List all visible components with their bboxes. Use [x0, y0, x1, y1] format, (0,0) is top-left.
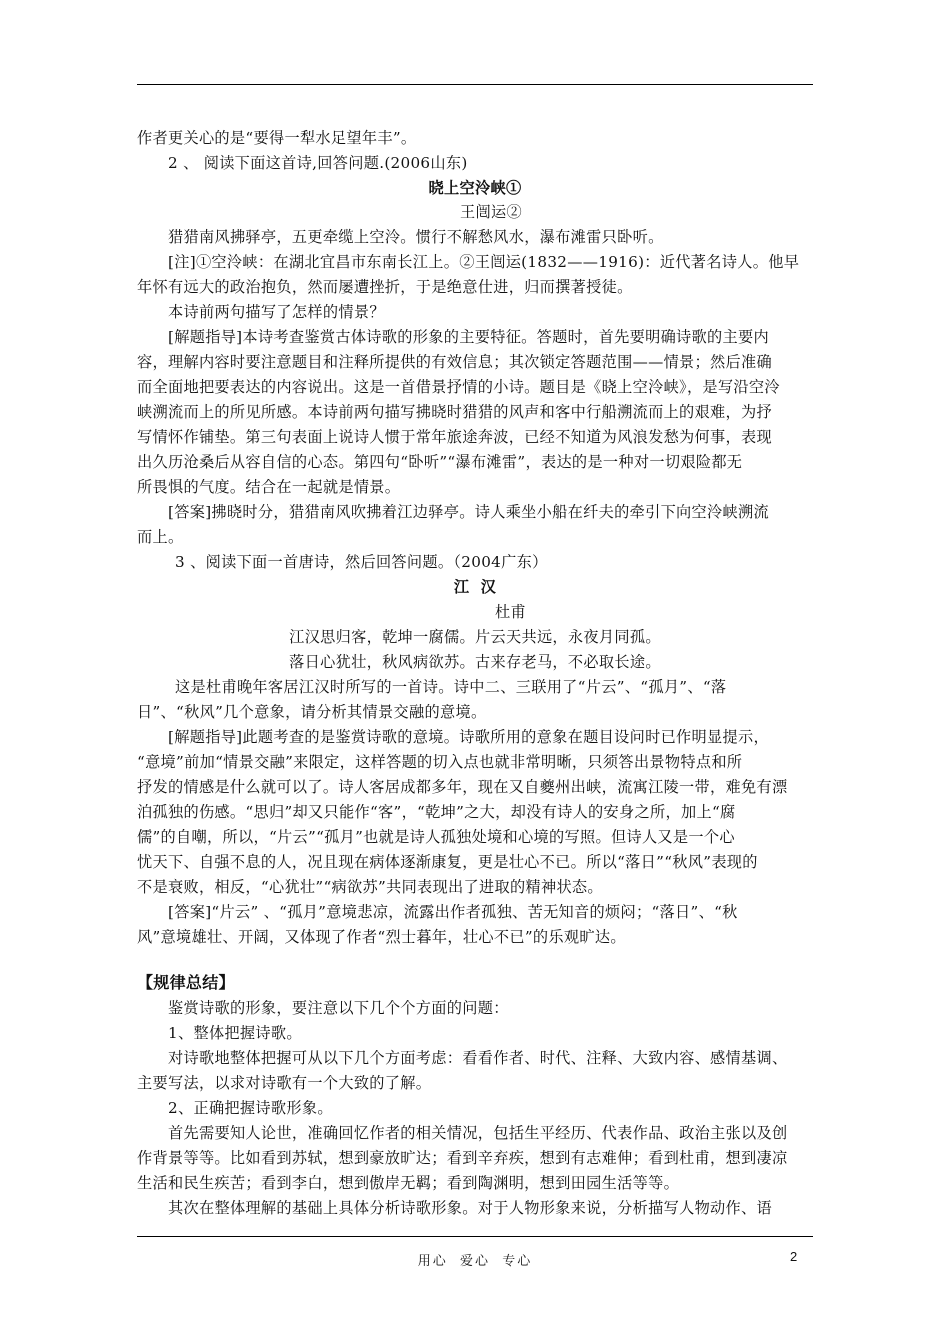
guide-line: 抒发的情感是什么就可以了。诗人客居成都多年，现在又自夔州出峡，流寓江陵一带，难免有漂 [137, 778, 788, 796]
guide-line: 而全面地把要表达的内容说出。这是一首借景抒情的小诗。题目是《晓上空泠峡》，是写沿空泠 [137, 378, 780, 396]
answer-line: 而上。 [137, 528, 184, 546]
summary-line: 主要写法，以求对诗歌有一个大致的了解。 [137, 1074, 432, 1092]
guide-line: “意境”前加“情景交融”来限定，这样答题的切入点也就非常明晰，只须答出景物特点和所 [137, 753, 743, 771]
question-heading: 2 、 阅读下面这首诗,回答问题.(2006山东) [168, 154, 468, 172]
poem-title: 晓上空泠峡① [428, 179, 522, 197]
note-line: 年怀有远大的政治抱负，然而屡遭挫折，于是绝意仕进，归而撰著授徒。 [137, 278, 633, 296]
guide-line: 儒”的自嘲，所以，“片云”“孤月”也就是诗人孤独处境和心境的写照。但诗人又是一个心 [137, 828, 735, 846]
summary-line: 其次在整体理解的基础上具体分析诗歌形象。对于人物形象来说，分析描写人物动作、语 [168, 1199, 773, 1217]
summary-line: 鉴赏诗歌的形象，要注意以下几个个方面的问题： [168, 999, 509, 1017]
question-text: 日”、“秋风”几个意象，请分析其情景交融的意境。 [137, 703, 487, 721]
poem-text: 猎猎南风拂驿亭，五更牵缆上空泠。惯行不解愁风水，瀑布滩雷只卧听。 [168, 228, 664, 246]
poem-author: 杜甫 [495, 603, 526, 621]
answer-line: [答案]“片云” 、“孤月”意境悲凉，流露出作者孤独、苦无知音的烦闷；“落日”、“秋 [168, 903, 738, 921]
answer-line: [答案]拂晓时分，猎猎南风吹拂着江边驿亭。诗人乘坐小船在纤夫的牵引下向空泠峡溯流 [168, 503, 769, 521]
guide-line: 忧天下、自强不息的人，况且现在病体逐渐康复，更是壮心不已。所以“落日”“秋风”表现的 [137, 853, 758, 871]
footer-rule [137, 1236, 813, 1237]
guide-line: 不是衰败，相反，“心犹壮”“病欲苏”共同表现出了进取的精神状态。 [137, 878, 603, 896]
guide-line: 出久历沧桑后从容自信的心态。第四句“卧听”“瀑布滩雷”，表达的是一种对一切艰险都无 [137, 453, 743, 471]
summary-line: 生活和民生疾苦；看到李白，想到傲岸无羁；看到陶渊明，想到田园生活等等。 [137, 1174, 680, 1192]
summary-line: 作背景等等。比如看到苏轼，想到豪放旷达；看到辛弃疾，想到有志难伸；看到杜甫，想到凄凉 [137, 1149, 788, 1167]
guide-line: 容，理解内容时要注意题目和注释所提供的有效信息；其次锁定答题范围——情景；然后准确 [137, 353, 772, 371]
guide-line: [解题指导]此题考查的是鉴赏诗歌的意境。诗歌所用的意象在题目设问时已作明显提示， [168, 728, 769, 746]
text-line: 作者更关心的是“要得一犁水足望年丰”。 [137, 129, 417, 147]
summary-item-heading: 1、整体把握诗歌。 [168, 1024, 302, 1042]
question-text: 本诗前两句描写了怎样的情景？ [168, 303, 385, 321]
guide-line: 峡溯流而上的所见所感。本诗前两句描写拂晓时猎猎的风声和客中行船溯流而上的艰难，为抒 [137, 403, 772, 421]
summary-line: 对诗歌地整体把握可从以下几个方面考虑：看看作者、时代、注释、大致内容、感情基调、 [168, 1049, 788, 1067]
guide-line: 写情怀作铺垫。第三句表面上说诗人惯于常年旅途奔波，已经不知道为风浪发愁为何事，表现 [137, 428, 772, 446]
guide-line: [解题指导]本诗考查鉴赏古体诗歌的形象的主要特征。答题时，首先要明确诗歌的主要内 [168, 328, 769, 346]
guide-line: 泊孤独的伤感。“思归”却又只能作“客”，“乾坤”之大，却没有诗人的安身之所，加上“腐 [137, 803, 736, 821]
page-footer: 用心 爱心 专心 [417, 1254, 533, 1269]
question-text: 这是杜甫晚年客居江汉时所写的一首诗。诗中二、三联用了“片云”、“孤月”、“落 [175, 678, 727, 696]
question-heading: 3 、阅读下面一首唐诗，然后回答问题。（2004广东） [175, 553, 548, 571]
poem-author: 王闿运② [460, 203, 522, 221]
guide-line: 所畏惧的气度。结合在一起就是情景。 [137, 478, 401, 496]
poem-text: 江汉思归客，乾坤一腐儒。片云天共远，永夜月同孤。 [289, 628, 661, 646]
answer-line: 风”意境雄壮、开阔，又体现了作者“烈士暮年，壮心不已”的乐观旷达。 [137, 928, 626, 946]
poem-title: 江 汉 [453, 578, 497, 596]
page-number: 2 [790, 1249, 798, 1264]
poem-text: 落日心犹壮，秋风病欲苏。古来存老马，不必取长途。 [289, 653, 661, 671]
header-rule [137, 84, 813, 85]
section-heading: 【规律总结】 [137, 973, 235, 992]
note-line: [注]①空泠峡：在湖北宜昌市东南长江上。②王闿运(1832——1916)：近代著名诗人。他早 [168, 253, 800, 271]
summary-line: 首先需要知人论世，准确回忆作者的相关情况，包括生平经历、代表作品、政治主张以及创 [168, 1124, 788, 1142]
summary-item-heading: 2、正确把握诗歌形象。 [168, 1099, 333, 1117]
